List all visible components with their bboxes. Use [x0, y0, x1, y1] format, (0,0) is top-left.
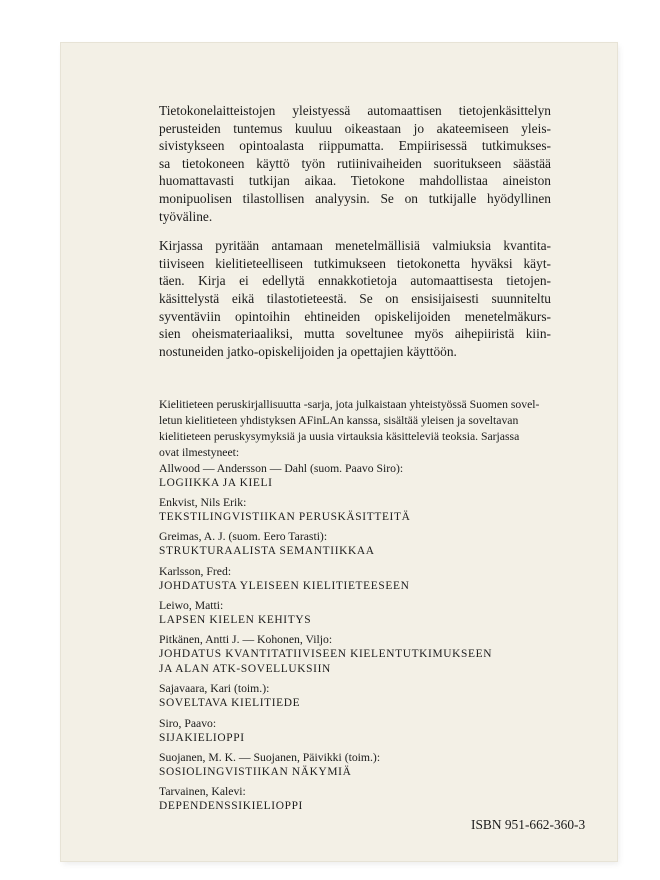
- book-title: JOHDATUSTA YLEISEEN KIELITIETEESEEN: [159, 579, 410, 592]
- blurb-paragraph-1: [159, 102, 551, 225]
- blurb-paragraph-2: [159, 237, 551, 360]
- book-author: Leiwo, Matti:: [159, 598, 224, 612]
- book-back-cover: [61, 43, 617, 861]
- text-line: nostuneiden jatko-opiskelijoiden ja opettajien käyttöön.: [159, 343, 457, 359]
- book-author: Tarvainen, Kalevi:: [159, 785, 246, 799]
- text-line: työväline.: [159, 208, 213, 224]
- text-line: syventäviin opintoihin ehtineiden opiskelijoiden menetelmäkurs-: [159, 308, 551, 324]
- series-book-tarvainen: [159, 784, 557, 814]
- text-line: tiiviseen kielitieteelliseen tutkimukseen tietokonetta hyväksi käyt-: [159, 255, 551, 271]
- book-title: STRUKTURAALISTA SEMANTIIKKAA: [159, 545, 375, 558]
- book-author: Karlsson, Fred:: [159, 564, 232, 578]
- text-line: käsittelystä eikä tilastotieteestä. Se on ensisijaisesti suunniteltu: [159, 290, 551, 306]
- text-line: letun kielitieteen yhdistyksen AFinLAn kanssa, sisältää yleisen ja soveltavan: [159, 414, 519, 427]
- text-line: kielitieteen peruskysymyksiä ja uusia virtauksia käsitteleviä teoksia. Sarjassa: [159, 430, 520, 443]
- text-line: sa tietokoneen käyttö työn rutiinivaiheiden suoritukseen säästää: [159, 155, 551, 171]
- text-line: monipuolisen tilastollisen analyysin. Se on tutkijalle hyödyllinen: [159, 190, 551, 206]
- book-title: SOVELTAVA KIELITIEDE: [159, 697, 301, 710]
- book-author: Siro, Paavo:: [159, 716, 217, 730]
- text-line: Kirjassa pyritään antamaan menetelmällisiä valmiuksia kvantita-: [159, 238, 551, 254]
- text-line: sien oheismateriaaliksi, mutta soveltunee myös aihepiiristä kiin-: [159, 326, 551, 342]
- book-author: Suojanen, M. K. — Suojanen, Päivikki (toim.):: [159, 750, 381, 764]
- text-line: huomattavasti tutkijan aikaa. Tietokone mahdollistaa aineiston: [159, 173, 551, 189]
- series-book-suojanen: [159, 750, 557, 784]
- series-book-sajavaara: [159, 681, 557, 715]
- series-book-greimas: [159, 529, 557, 563]
- book-title: JA ALAN ATK-SOVELLUKSIIN: [159, 663, 331, 676]
- book-title: TEKSTILINGVISTIIKAN PERUSKÄSITTEITÄ: [159, 511, 411, 524]
- book-author: Allwood — Andersson — Dahl (suom. Paavo Siro):: [159, 462, 404, 475]
- series-list: [159, 397, 557, 814]
- isbn-number: ISBN 951-662-360-3: [471, 817, 586, 832]
- series-book-enkvist: [159, 495, 557, 529]
- text-line: Kielitieteen peruskirjallisuutta -sarja, jota julkaistaan yhteistyössä Suomen sovel-: [159, 398, 540, 411]
- book-author: Sajavaara, Kari (toim.):: [159, 682, 270, 696]
- book-author: Pitkänen, Antti J. — Kohonen, Viljo:: [159, 633, 333, 647]
- book-title: LOGIIKKA JA KIELI: [159, 477, 273, 489]
- series-intro: [159, 397, 557, 461]
- text-line: ovat ilmestyneet:: [159, 446, 240, 459]
- text-line: perusteiden tuntemus kuuluu oikeastaan jo akateemiseen yleis-: [159, 120, 551, 136]
- text-line: Tietokonelaitteistojen yleistyessä automaattisen tietojenkäsittelyn: [159, 103, 551, 118]
- book-author: Enkvist, Nils Erik:: [159, 496, 247, 510]
- text-line: sivistykseen opintoalasta riippumatta. Empiirisessä tutkimukses-: [159, 138, 551, 154]
- series-book-pitkanen: [159, 632, 557, 681]
- book-title: DEPENDENSSIKIELIOPPI: [159, 800, 303, 813]
- series-book-siro: [159, 716, 557, 750]
- book-title: JOHDATUS KVANTITATIIVISEEN KIELENTUTKIMUKSEEN: [159, 648, 493, 661]
- series-book-karlsson: [159, 564, 557, 598]
- book-title: LAPSEN KIELEN KEHITYS: [159, 613, 312, 626]
- text-line: täen. Kirja ei edellytä ennakkotietoja automaattisesta tietojen-: [159, 273, 551, 289]
- series-book-allwood: [159, 461, 557, 495]
- book-author: Greimas, A. J. (suom. Eero Tarasti):: [159, 530, 328, 544]
- book-title: SOSIOLINGVISTIIKAN NÄKYMIÄ: [159, 765, 352, 778]
- series-book-leiwo: [159, 598, 557, 632]
- blurb-text: [159, 102, 551, 372]
- book-title: SIJAKIELIOPPI: [159, 731, 245, 744]
